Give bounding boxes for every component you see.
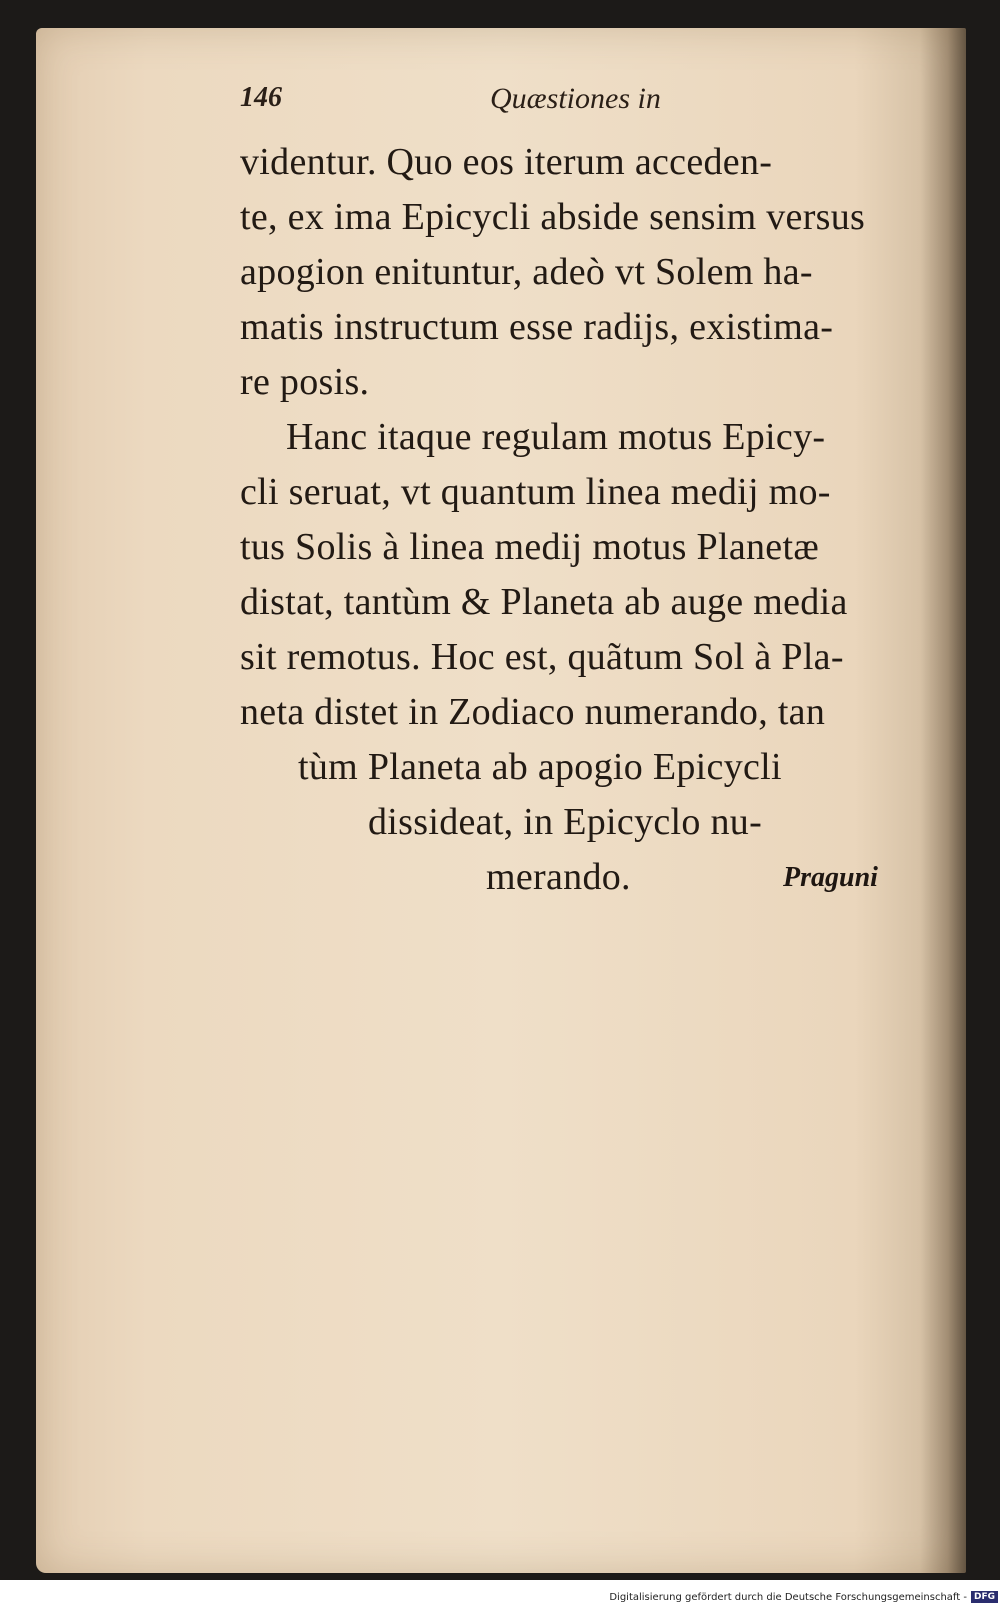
text-line: neta distet in Zodiaco numerando, tan [240,691,826,733]
text-line: tus Solis à linea medij motus Planetæ [240,526,819,568]
text-line: Hanc itaque regulam motus Epicy- [286,416,826,458]
body-text [240,135,910,905]
page-number: 146 [240,82,282,113]
text-line: videntur. Quo eos iterum acceden- [240,141,773,183]
text-line: tùm Planeta ab apogio Epicycli [298,746,782,788]
page-edge-shadow [920,28,966,1573]
digitization-credit [609,1591,998,1603]
text-line: sit remotus. Hoc est, quãtum Sol à Pla- [240,636,844,678]
text-line: cli seruat, vt quantum linea medij mo- [240,471,831,513]
text-line: re posis. [240,361,370,403]
credit-text: Digitalisierung gefördert durch die Deutsche Forschungsgemeinschaft - [609,1591,967,1603]
catchword: Praguni [783,862,878,893]
text-line: distat, tantùm & Planeta ab auge media [240,581,848,623]
running-head: Quæstiones in [490,82,661,115]
text-line: apogion enituntur, adeò vt Solem ha- [240,251,813,293]
dfg-logo: DFG [971,1591,998,1603]
text-line: matis instructum esse radijs, existima- [240,306,834,348]
text-line: merando. [486,856,631,898]
text-line: te, ex ima Epicycli abside sensim versus [240,196,866,238]
text-line: dissideat, in Epicyclo nu- [368,801,763,843]
